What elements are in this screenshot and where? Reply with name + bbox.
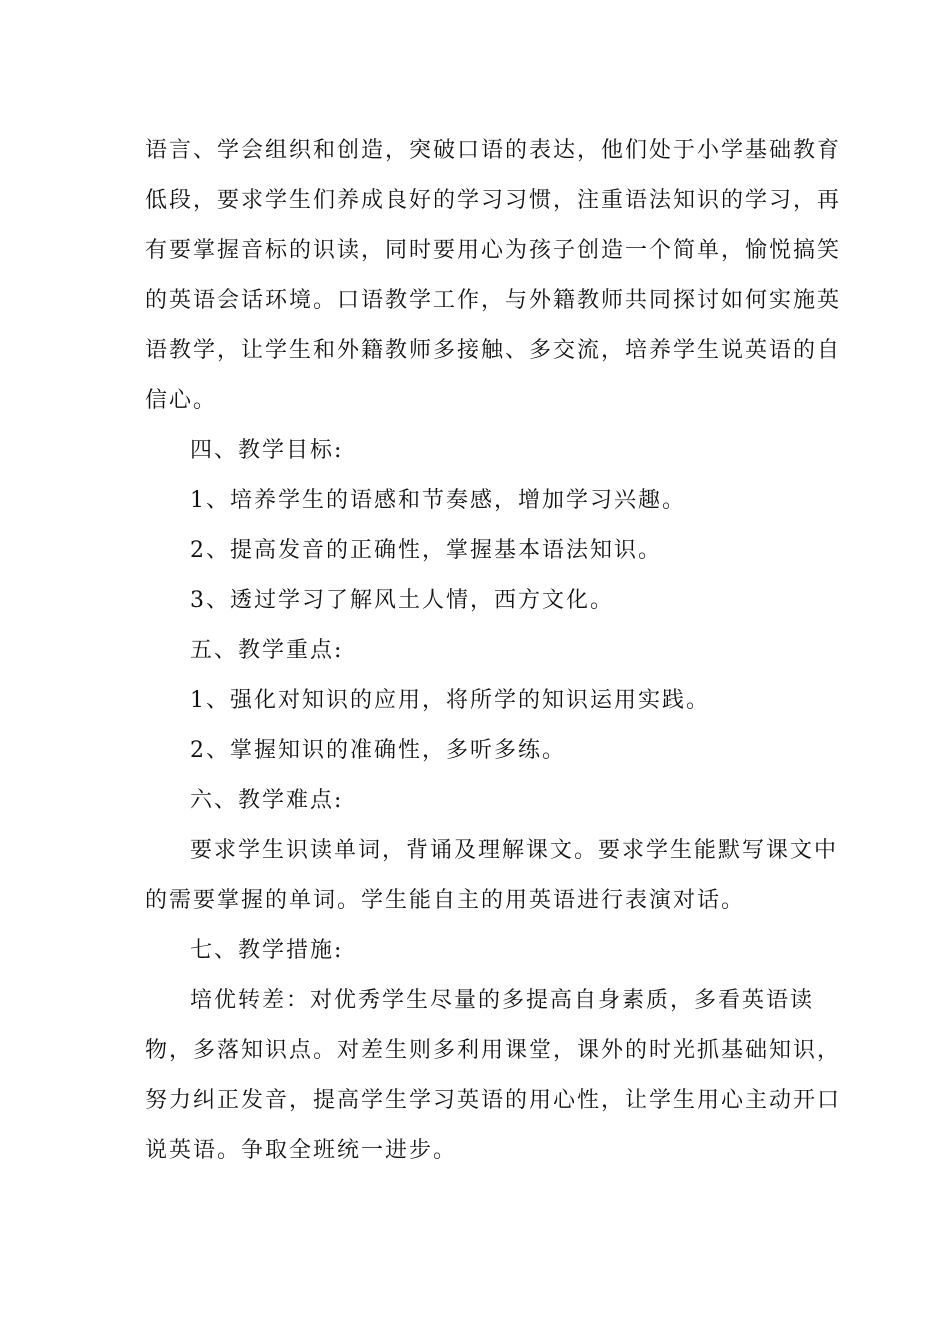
section-heading-measures: 七、教学措施: xyxy=(190,938,344,963)
body-line: 低段，要求学生们养成良好的学习习惯，注重语法知识的学习，再 xyxy=(145,188,842,213)
section-heading-key-points: 五、教学重点: xyxy=(190,638,344,663)
body-line: 有要掌握音标的识读，同时要用心为孩子创造一个简单，愉悦搞笑 xyxy=(145,238,842,263)
list-item: 1、强化对知识的应用，将所学的知识运用实践。 xyxy=(190,688,710,713)
section-heading-difficulties: 六、教学难点: xyxy=(190,788,344,813)
list-item: 1、培养学生的语感和节奏感，增加学习兴趣。 xyxy=(190,488,686,513)
body-line: 要求学生识读单词，背诵及理解课文。要求学生能默写课文中 xyxy=(190,838,839,863)
list-item: 2、提高发音的正确性，掌握基本语法知识。 xyxy=(190,538,662,563)
section-heading-goals: 四、教学目标: xyxy=(190,438,344,463)
body-line: 培优转差：对优秀学生尽量的多提高自身素质，多看英语读 xyxy=(190,988,815,1013)
body-line: 语言、学会组织和创造，突破口语的表达，他们处于小学基础教育 xyxy=(145,138,842,163)
list-item: 3、透过学习了解风土人情，西方文化。 xyxy=(190,588,614,613)
body-line: 说英语。争取全班统一进步。 xyxy=(145,1138,458,1163)
body-line: 努力纠正发音，提高学生学习英语的用心性，让学生用心主动开口 xyxy=(145,1088,842,1113)
body-line: 物，多落知识点。对差生则多利用课堂，课外的时光抓基础知识， xyxy=(145,1038,842,1063)
list-item: 2、掌握知识的准确性，多听多练。 xyxy=(190,738,566,763)
body-line: 的英语会话环境。口语教学工作，与外籍教师共同探讨如何实施英 xyxy=(145,288,842,313)
body-line: 语教学，让学生和外籍教师多接触、多交流，培养学生说英语的自 xyxy=(145,338,842,363)
body-line: 信心。 xyxy=(145,388,218,413)
body-line: 的需要掌握的单词。学生能自主的用英语进行表演对话。 xyxy=(145,888,746,913)
